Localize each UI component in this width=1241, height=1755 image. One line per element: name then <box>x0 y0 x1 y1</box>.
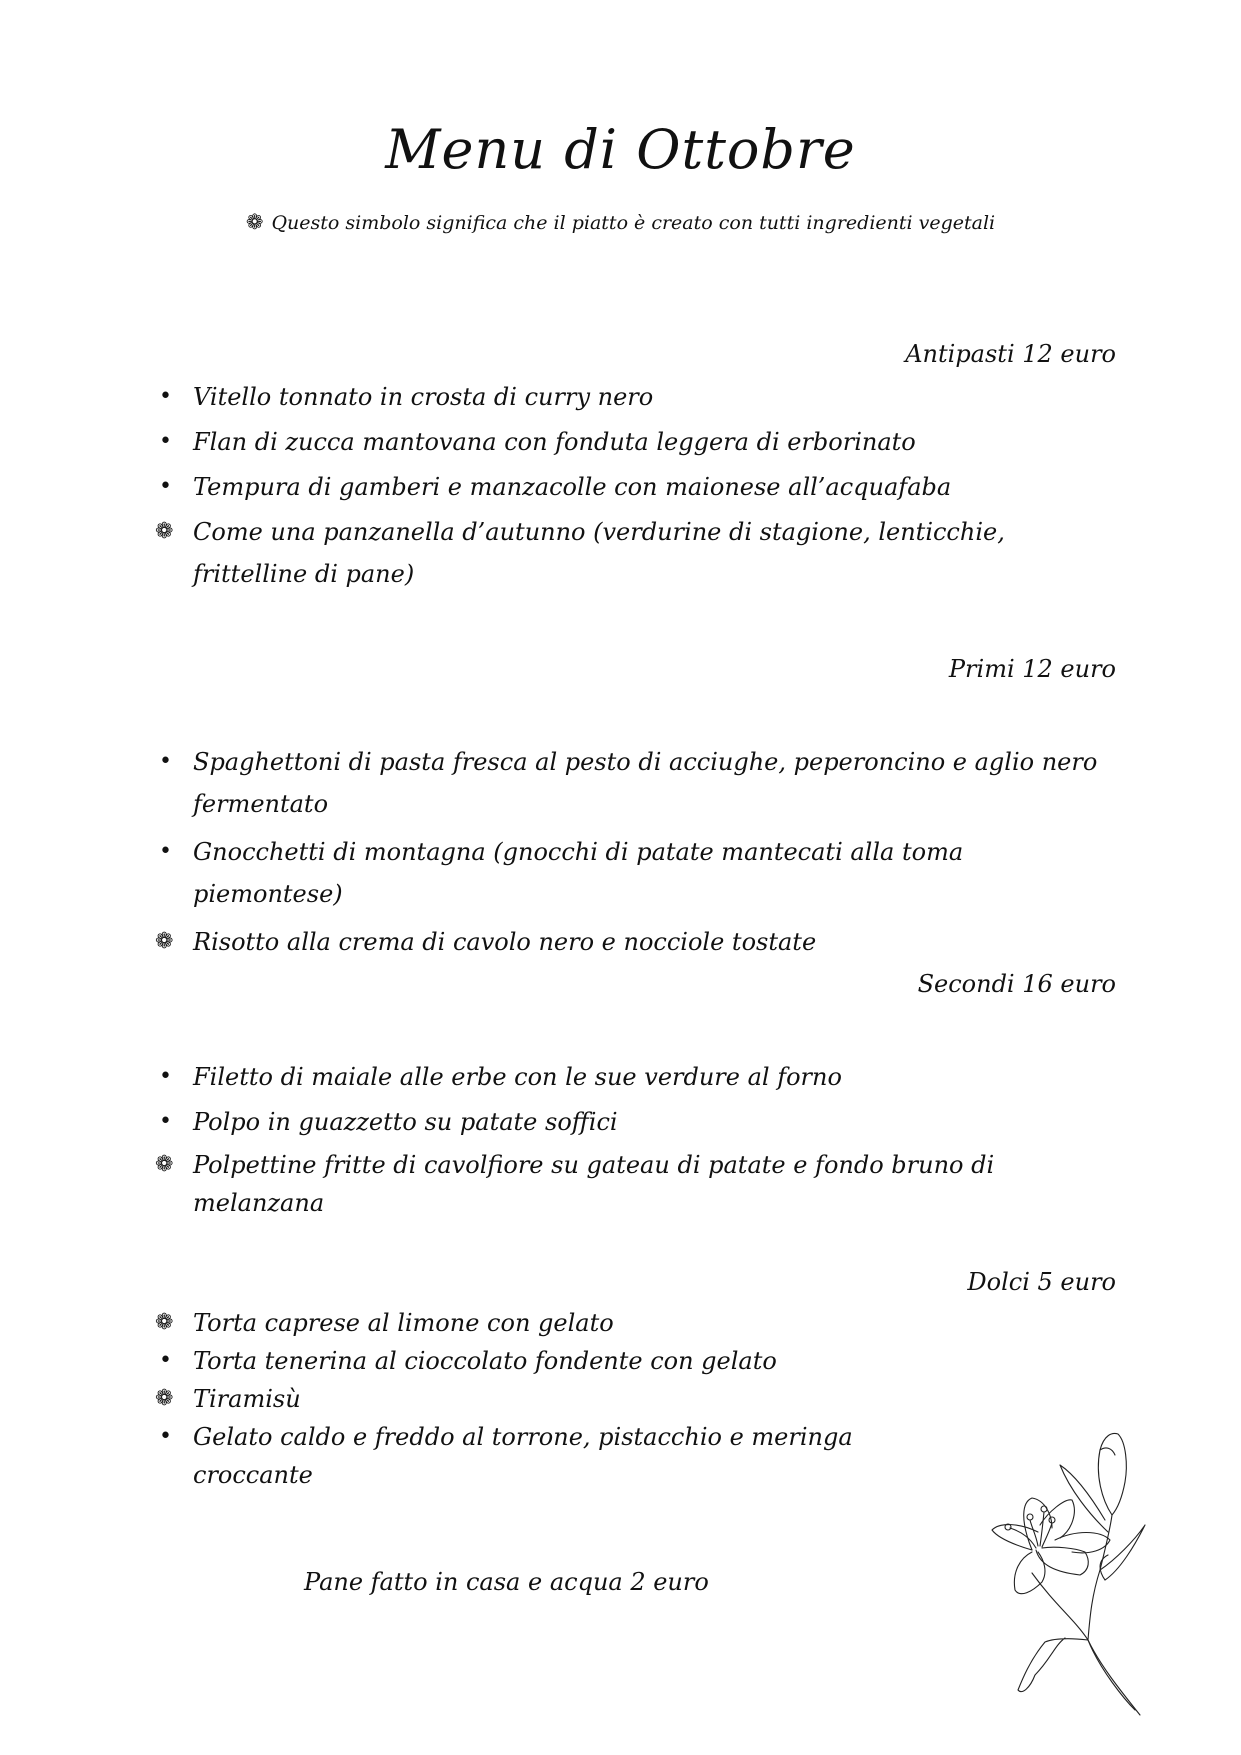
bullet-icon: • <box>159 839 172 864</box>
stamen-icon <box>1010 1528 1036 1548</box>
menu-item-vegan <box>155 1380 915 1418</box>
menu-item-text: Tiramisù <box>193 1385 301 1413</box>
vegan-flower-icon: ❁ <box>155 519 174 544</box>
vegan-flower-icon: ❁ <box>155 929 174 954</box>
menu-item-text: Polpo in guazzetto su patate soffici <box>193 1108 618 1136</box>
menu-item-text: Come una panzanella d’autunno (verdurine di stagione, lenticchie, frittelline di pane) <box>193 518 1005 588</box>
menu-item <box>155 1418 915 1494</box>
menu-item-text: Spaghettoni di pasta fresca al pesto di acciughe, peperoncino e aglio nero fermentato <box>193 748 1098 818</box>
stamen-icon <box>1040 1512 1044 1546</box>
stamen-icon <box>1027 1514 1033 1520</box>
legend-text: Questo simbolo significa che il piatto è creato con tutti ingredienti vegetali <box>271 212 996 234</box>
bullet-icon: • <box>159 749 172 774</box>
menu-item <box>155 376 1085 418</box>
menu-item <box>155 1342 915 1380</box>
leaf-icon <box>1018 1638 1088 1692</box>
vegan-flower-icon: ❁ <box>155 1152 174 1177</box>
menu-item <box>155 421 1085 463</box>
menu-item-text: Vitello tonnato in crosta di curry nero <box>193 383 654 411</box>
petal-icon <box>1024 1498 1052 1550</box>
stamen-icon <box>1042 1523 1052 1547</box>
section-header-primi: Primi 12 euro <box>948 655 1116 683</box>
page-title: Menu di Ottobre <box>385 118 856 181</box>
bullet-icon: • <box>159 384 172 409</box>
menu-item <box>155 1056 1085 1098</box>
petal-icon <box>1036 1547 1088 1575</box>
stamen-icon <box>1041 1506 1047 1512</box>
menu-item-text: Gnocchetti di montagna (gnocchi di patate mantecati alla toma piemontese) <box>193 838 964 908</box>
menu-item-text: Filetto di maiale alle erbe con le sue verdure al forno <box>193 1063 842 1091</box>
bullet-icon: • <box>159 1424 172 1449</box>
vegan-flower-icon: ❁ <box>245 210 264 234</box>
menu-item <box>155 466 1085 508</box>
menu-item-vegan <box>155 1146 1085 1222</box>
lily-flower-illustration <box>960 1420 1150 1720</box>
flower-stem <box>1032 1573 1140 1715</box>
bread-water-note: Pane fatto in casa e acqua 2 euro <box>304 1568 709 1596</box>
menu-item-text: Torta tenerina al cioccolato fondente con gelato <box>193 1347 777 1375</box>
vegan-legend <box>0 210 1241 234</box>
section-header-dolci: Dolci 5 euro <box>967 1268 1116 1296</box>
menu-item <box>155 831 1075 915</box>
menu-item <box>155 1101 1085 1143</box>
leaf-icon <box>1060 1465 1108 1532</box>
menu-item <box>155 741 1115 825</box>
section-header-secondi: Secondi 16 euro <box>917 970 1116 998</box>
menu-item-vegan <box>155 1304 915 1342</box>
vegan-flower-icon: ❁ <box>155 1386 174 1411</box>
leaf-icon <box>1100 1525 1145 1580</box>
bullet-icon: • <box>159 1348 172 1373</box>
bullet-icon: • <box>159 1064 172 1089</box>
menu-item-text: Torta caprese al limone con gelato <box>193 1309 614 1337</box>
menu-item-text: Risotto alla crema di cavolo nero e nocciole tostate <box>193 928 817 956</box>
vegan-flower-icon: ❁ <box>155 1310 174 1335</box>
menu-item-text: Tempura di gamberi e manzacolle con maionese all’acquafaba <box>193 473 952 501</box>
menu-item-vegan <box>155 511 1115 595</box>
section-header-antipasti: Antipasti 12 euro <box>905 340 1116 368</box>
bud-icon <box>1100 1448 1115 1455</box>
bullet-icon: • <box>159 1109 172 1134</box>
bullet-icon: • <box>159 429 172 454</box>
bullet-icon: • <box>159 474 172 499</box>
menu-item-vegan <box>155 921 1085 963</box>
bud-icon <box>1098 1433 1126 1515</box>
menu-item-text: Flan di zucca mantovana con fonduta leggera di erborinato <box>193 428 916 456</box>
menu-item-text: Gelato caldo e freddo al torrone, pistacchio e meringa croccante <box>193 1423 853 1489</box>
menu-item-text: Polpettine fritte di cavolfiore su gateau di patate e fondo bruno di melanzana <box>193 1151 995 1217</box>
